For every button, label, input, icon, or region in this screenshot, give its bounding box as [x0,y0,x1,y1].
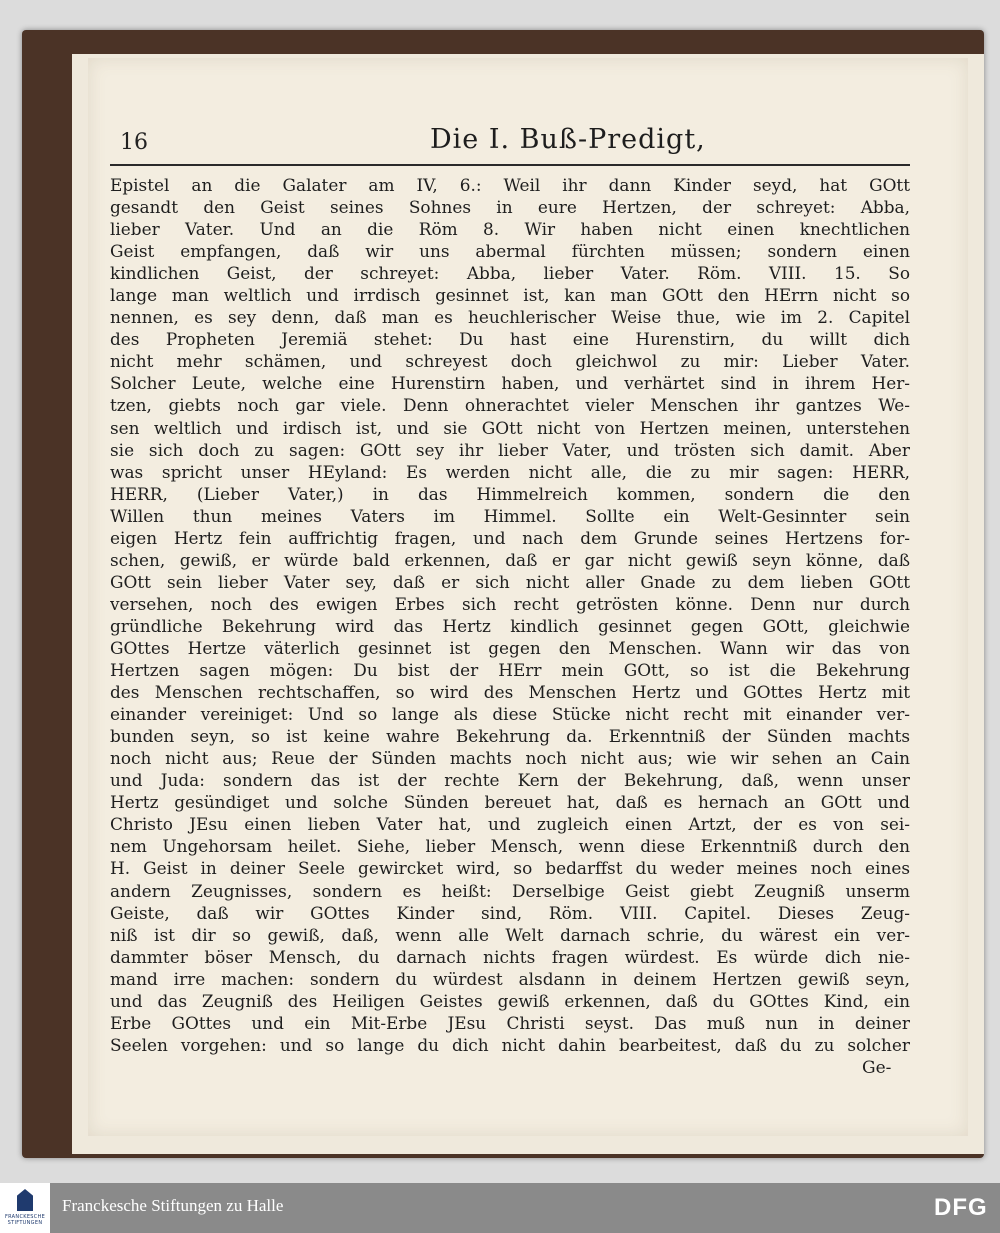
text-line: und das Zeugniß des Heiligen Geistes gewiß erkennen, daß du GOttes Kind, ein [110,990,910,1011]
text-line: Geiste, daß wir GOttes Kinder sind, Röm. VIII. Capitel. Dieses Zeug- [110,902,910,923]
text-line: Hertz gesündiget und solche Sünden bereuet hat, daß es hernach an GOtt und [110,792,910,813]
header-rule [110,164,910,166]
text-line: Willen thun meines Vaters im Himmel. Sollte ein Welt-Gesinnter sein [110,505,910,526]
text-line: Seelen vorgehen: und so lange du dich nicht dahin bearbeitest, daß du zu solcher [110,1034,910,1055]
text-line: noch nicht aus; Reue der Sünden machts noch nicht aus; wie wir sehen an Cain [110,748,910,769]
text-line: andern Zeugnisses, sondern es heißt: Derselbige Geist giebt Zeugniß unserm [110,880,910,901]
text-line: Erbe GOttes und ein Mit-Erbe JEsu Christi seyst. Das muß nun in deiner [110,1012,910,1033]
text-line: mand irre machen: sondern du würdest alsdann in deinem Hertzen gewiß seyn, [110,968,910,989]
text-line: Christo JEsu einen lieben Vater hat, und zugleich einen Artzt, der es von sei- [110,814,910,835]
text-line: des Propheten Jeremiä stehet: Du hast eine Hurenstirn, du willt dich [110,329,910,350]
text-line: tzen, giebts noch gar viele. Denn ohnerachtet vieler Menschen ihr gantzes We- [110,395,910,416]
text-line: eigen Hertz fein auffrichtig fragen, und nach dem Grunde seines Hertzens for- [110,527,910,548]
text-line: sen weltlich und irdisch ist, und sie GOtt nicht von Hertzen meinen, unterstehen [110,417,910,438]
body-text [110,174,910,1056]
text-line: lange man weltlich und irrdisch gesinnet ist, kan man GOtt den HErrn nicht so [110,285,910,306]
text-line: Geist empfangen, daß wir uns abermal fürchten müssen; sondern einen [110,241,910,262]
text-line: niß ist dir so gewiß, daß, wenn alle Welt darnach schrie, du wärest ein ver- [110,924,910,945]
text-line: schen, gewiß, er würde bald erkennen, daß er gar nicht gewiß seyn könne, daß [110,549,910,570]
text-line: bunden seyn, so ist keine wahre Bekehrung da. Erkenntniß der Sünden machts [110,726,910,747]
text-line: Solcher Leute, welche eine Hurenstirn haben, und verhärtet sind in ihrem Her- [110,373,910,394]
text-line: gesandt den Geist seines Sohnes in eure Hertzen, der schreyet: Abba, [110,197,910,218]
text-line: Epistel an die Galater am IV, 6.: Weil ihr dann Kinder seyd, hat GOtt [110,175,910,195]
text-line: GOtt sein lieber Vater sey, daß er sich nicht aller Gnade zu dem lieben GOtt [110,571,910,592]
text-line: kindlichen Geist, der schreyet: Abba, lieber Vater. Röm. VIII. 15. So [110,263,910,284]
page-number: 16 [120,130,148,155]
page-header [120,118,910,162]
footer-bar [0,1183,1000,1233]
text-line: gründliche Bekehrung wird das Hertz kindlich gesinnet gegen GOtt, gleichwie [110,615,910,636]
text-line: sie sich doch zu sagen: GOtt sey ihr lieber Vater, und trösten sich damit. Aber [110,439,910,460]
catchword: Ge- [862,1058,892,1078]
text-line: nem Ungehorsam heilet. Siehe, lieber Mensch, wenn diese Erkenntniß durch den [110,836,910,857]
running-head: Die I. Buß-Predigt, [430,124,706,155]
text-line: was spricht unser HEyland: Es werden nicht alle, die zu mir sagen: HERR, [110,461,910,482]
logo-text: FRANCKESCHE STIFTUNGEN [4,1214,46,1226]
text-line: GOttes Hertze väterlich gesinnet ist gegen den Menschen. Wann wir das von [110,637,910,658]
text-line: nennen, es sey denn, daß man es heuchlerischer Weise thue, wie im 2. Capitel [110,307,910,328]
text-line: einander vereiniget: Und so lange als diese Stücke nicht recht mit einander ver- [110,704,910,725]
franckesche-logo[interactable] [0,1183,50,1233]
text-line: des Menschen rechtschaffen, so wird des Menschen Hertz und GOttes Hertz mit [110,682,910,703]
text-line: nicht mehr schämen, und schreyest doch gleichwol zu mir: Lieber Vater. [110,351,910,372]
logo-emblem-icon [17,1189,33,1211]
dfg-logo[interactable]: DFG [934,1194,988,1221]
text-line: versehen, noch des ewigen Erbes sich recht getrösten könne. Denn nur durch [110,593,910,614]
text-line: HERR, (Lieber Vater,) in das Himmelreich kommen, sondern die den [110,483,910,504]
text-line: lieber Vater. Und an die Röm 8. Wir haben nicht einen knechtlichen [110,219,910,240]
text-line: und Juda: sondern das ist der rechte Kern der Bekehrung, daß, wenn unser [110,770,910,791]
text-line: dammter böser Mensch, du darnach nichts fragen würdest. Es würde dich nie- [110,946,910,967]
text-line: H. Geist in deiner Seele gewircket wird, so bedarffst du weder meines noch eines [110,858,910,879]
text-line: Hertzen sagen mögen: Du bist der HErr mein GOtt, so ist die Bekehrung [110,660,910,681]
institution-name[interactable]: Franckesche Stiftungen zu Halle [62,1196,284,1215]
